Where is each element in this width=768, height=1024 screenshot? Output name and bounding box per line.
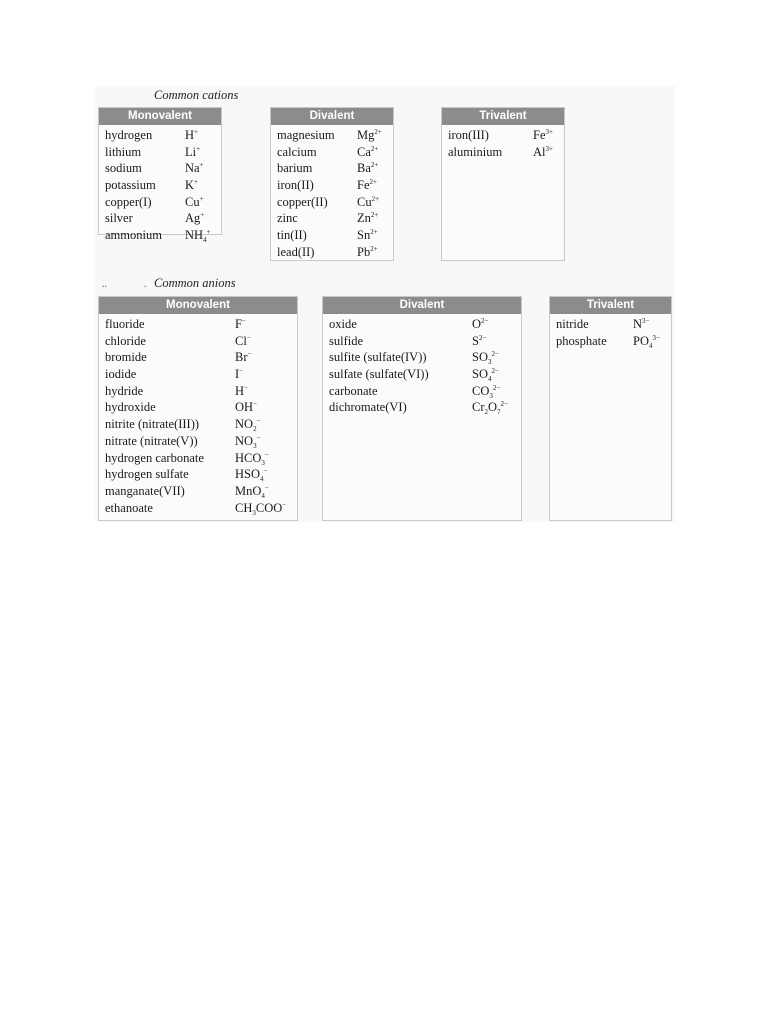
- ion-row: [99, 383, 297, 400]
- cations-divalent-heading: Divalent: [271, 108, 393, 125]
- formula-symbol: Al: [533, 144, 546, 159]
- formula-symbol: I: [235, 367, 240, 382]
- formula-charge: 2−: [492, 383, 501, 392]
- formula-charge: 2−: [500, 400, 508, 409]
- ion-row: [99, 483, 297, 500]
- ion-formula: [472, 333, 486, 350]
- ion-row: [99, 333, 297, 350]
- cations-trivalent-rows: [442, 125, 564, 160]
- formula-charge: +: [194, 128, 198, 136]
- ion-row: [271, 144, 393, 161]
- ion-row: [99, 466, 297, 483]
- formula-symbol: Zn: [357, 211, 371, 226]
- ion-name: hydrogen sulfate: [105, 467, 189, 482]
- formula-symbol: Na: [185, 161, 200, 176]
- ion-row: [323, 316, 521, 333]
- formula-symbol: NH: [185, 228, 204, 243]
- formula-charge: 2+: [370, 244, 378, 253]
- formula-subscript: 3: [253, 441, 257, 450]
- formula-charge: 2+: [371, 194, 380, 203]
- anions-monovalent-box: [98, 296, 298, 521]
- formula-charge: 2−: [481, 317, 489, 325]
- formula-symbol: S: [472, 333, 479, 348]
- ion-row: [99, 144, 221, 161]
- formula-symbol: OH: [235, 400, 254, 415]
- ion-name: zinc: [277, 211, 298, 226]
- formula-symbol: SO: [472, 350, 488, 365]
- ion-row: [271, 160, 393, 177]
- ion-formula: [235, 333, 251, 350]
- formula-symbol: Cl: [235, 333, 247, 348]
- ion-formula: [235, 433, 261, 450]
- ion-name: chloride: [105, 333, 146, 348]
- formula-symbol: CO: [472, 383, 490, 398]
- formula-symbol: K: [185, 178, 195, 193]
- ion-formula: [357, 194, 379, 211]
- ion-row: [271, 127, 393, 144]
- ion-formula: [185, 127, 198, 144]
- formula-charge: −: [282, 500, 287, 509]
- formula-symbol: MnO: [235, 483, 262, 498]
- cations-title: Common cations: [154, 88, 239, 102]
- ion-row: [550, 316, 671, 333]
- ion-formula: [472, 316, 488, 333]
- formula-symbol: HCO: [235, 450, 262, 465]
- ion-row: [99, 177, 221, 194]
- ion-row: [271, 227, 393, 244]
- ion-formula: [533, 127, 553, 144]
- ion-name: lithium: [105, 144, 142, 159]
- formula-symbol: N: [633, 317, 643, 331]
- anions-divalent-rows: [323, 314, 521, 416]
- formula-charge: −: [247, 350, 252, 359]
- formula-charge: −: [239, 367, 244, 376]
- formula-subscript: 3: [261, 458, 265, 467]
- formula-charge: −: [253, 400, 258, 409]
- ion-formula: [235, 366, 243, 383]
- ion-row: [99, 194, 221, 211]
- ion-row: [99, 450, 297, 467]
- formula-charge: −: [256, 417, 261, 426]
- ion-name: hydrogen: [105, 128, 153, 142]
- ion-row: [442, 144, 564, 161]
- formula-charge: 2−: [491, 367, 499, 376]
- anions-trivalent-heading: Trivalent: [550, 297, 671, 314]
- formula-subscript: 3: [252, 508, 256, 517]
- formula-symbol: CH: [235, 500, 253, 515]
- ion-row: [99, 160, 221, 177]
- ion-name: copper(I): [105, 194, 152, 209]
- formula-symbol: Sn: [357, 228, 371, 243]
- anions-divalent-box: [322, 296, 522, 521]
- ion-name: manganate(VII): [105, 483, 185, 498]
- ion-name: hydrogen carbonate: [105, 450, 204, 465]
- ion-name: calcium: [277, 144, 317, 159]
- ion-name: iron(III): [448, 128, 489, 142]
- ion-formula: [235, 466, 267, 483]
- ion-formula: [235, 500, 286, 517]
- formula-charge: −: [241, 317, 246, 325]
- formula-symbol: Li: [185, 144, 197, 159]
- ion-name: fluoride: [105, 317, 145, 331]
- ion-formula: [235, 416, 261, 433]
- ion-name: tin(II): [277, 228, 307, 243]
- formula-charge: 2−: [491, 350, 499, 359]
- ion-formula: [185, 227, 211, 244]
- ion-name: ammonium: [105, 228, 162, 243]
- ion-name: nitride: [556, 317, 589, 331]
- anions-monovalent-heading: Monovalent: [99, 297, 297, 314]
- ion-row: [99, 366, 297, 383]
- ion-name: oxide: [329, 317, 357, 331]
- formula-charge: −: [256, 433, 261, 442]
- ion-name: sulfate (sulfate(VI)): [329, 367, 429, 382]
- ion-row: [323, 333, 521, 350]
- ion-name: iodide: [105, 367, 137, 382]
- formula-symbol: SO: [472, 367, 488, 382]
- ion-row: [99, 227, 221, 244]
- formula-charge: +: [206, 228, 211, 237]
- formula-symbol: NO: [235, 433, 254, 448]
- ion-formula: [633, 316, 649, 333]
- formula-charge: 2+: [370, 161, 379, 170]
- ion-row: [323, 366, 521, 383]
- formula-symbol: Mg: [357, 128, 375, 142]
- ion-row: [271, 210, 393, 227]
- formula-charge: 2−: [478, 333, 487, 342]
- formula-subscript: 4: [487, 375, 492, 384]
- ion-formula: [357, 210, 378, 227]
- formula-symbol-continued: O: [488, 400, 498, 415]
- ion-name: nitrate (nitrate(V)): [105, 433, 198, 448]
- ion-formula: [357, 127, 382, 144]
- ion-row: [99, 433, 297, 450]
- ion-formula: [185, 160, 204, 177]
- ion-name: dichromate(VI): [329, 400, 407, 415]
- formula-charge: 2+: [369, 178, 377, 187]
- ion-name: iron(II): [277, 178, 314, 193]
- ion-row: [271, 244, 393, 261]
- ion-name: sodium: [105, 161, 142, 176]
- ion-name: ethanoate: [105, 500, 153, 515]
- ion-formula: [235, 483, 269, 500]
- ion-name: sulfide: [329, 333, 364, 348]
- ion-formula: [185, 144, 200, 161]
- ion-name: phosphate: [556, 333, 607, 348]
- anions-trivalent-box: [549, 296, 672, 521]
- anions-trivalent-rows: [550, 314, 671, 349]
- ion-row: [271, 177, 393, 194]
- formula-charge: −: [264, 450, 269, 459]
- cations-divalent-rows: [271, 125, 393, 261]
- ion-row: [99, 127, 221, 144]
- formula-symbol: Fe: [533, 128, 546, 142]
- formula-symbol: Cu: [185, 194, 200, 209]
- formula-charge: −: [244, 383, 248, 392]
- ion-name: aluminium: [448, 144, 503, 159]
- anions-title: Common anions: [154, 276, 236, 290]
- ion-formula: [185, 194, 204, 211]
- formula-charge: +: [200, 211, 205, 220]
- formula-symbol: Ba: [357, 161, 371, 176]
- cations-monovalent-rows: [99, 125, 221, 244]
- ion-name: sulfite (sulfate(IV)): [329, 350, 427, 365]
- formula-charge: −: [263, 467, 268, 476]
- ion-formula: [357, 177, 377, 194]
- formula-symbol: Fe: [357, 178, 370, 193]
- formula-symbol: H: [185, 128, 195, 142]
- formula-symbol: F: [235, 317, 242, 331]
- formula-symbol: H: [235, 383, 245, 398]
- formula-subscript: 3: [489, 391, 493, 400]
- formula-symbol: Ag: [185, 211, 201, 226]
- ion-name: magnesium: [277, 128, 335, 142]
- ion-formula: [357, 144, 378, 161]
- formula-symbol: Cr: [472, 400, 485, 415]
- cations-trivalent-box: [441, 107, 565, 261]
- formula-charge: 3+: [545, 144, 553, 153]
- ion-row: [550, 333, 671, 350]
- ion-formula: [472, 349, 499, 366]
- ion-formula: [633, 333, 660, 350]
- anions-monovalent-rows: [99, 314, 297, 516]
- ion-formula: [472, 366, 499, 383]
- ion-row: [271, 194, 393, 211]
- formula-symbol-continued: COO: [255, 500, 283, 515]
- formula-subscript: 2: [253, 425, 257, 434]
- formula-charge: 3−: [642, 317, 650, 325]
- formula-subscript: 4: [648, 341, 653, 350]
- formula-subscript: 4: [260, 475, 264, 484]
- ion-row: [323, 349, 521, 366]
- ion-name: silver: [105, 211, 133, 226]
- ion-name: hydride: [105, 383, 144, 398]
- formula-symbol: PO: [633, 333, 649, 348]
- formula-charge: +: [199, 194, 204, 203]
- formula-symbol: Pb: [357, 244, 371, 259]
- formula-charge: 2+: [374, 128, 382, 136]
- formula-symbol: O: [472, 317, 482, 331]
- ion-name: copper(II): [277, 194, 328, 209]
- anions-divalent-heading: Divalent: [323, 297, 521, 314]
- ion-formula: [235, 349, 251, 366]
- formula-charge: −: [246, 333, 251, 342]
- ion-name: bromide: [105, 350, 147, 365]
- ion-row: [323, 399, 521, 416]
- formula-symbol: Br: [235, 350, 248, 365]
- ion-formula: [357, 244, 378, 261]
- ion-name: nitrite (nitrate(III)): [105, 417, 200, 432]
- formula-subscript: 3: [487, 358, 492, 367]
- ion-row: [99, 349, 297, 366]
- cations-divalent-box: [270, 107, 394, 261]
- decorative-dot: .: [144, 279, 147, 290]
- ion-formula: [185, 177, 198, 194]
- formula-symbol: NO: [235, 417, 254, 432]
- formula-charge: 2+: [370, 211, 379, 220]
- formula-subscript: 4: [261, 491, 265, 500]
- formula-subscript: 4: [203, 236, 207, 245]
- ion-name: hydroxide: [105, 400, 156, 415]
- ion-row: [323, 383, 521, 400]
- ion-name: potassium: [105, 178, 156, 193]
- ion-formula: [235, 383, 248, 400]
- ion-formula: [472, 383, 500, 400]
- ion-row: [99, 399, 297, 416]
- decorative-dots: ..: [102, 279, 107, 290]
- ion-row: [99, 316, 297, 333]
- cations-monovalent-box: [98, 107, 222, 245]
- formula-subscript: 7: [497, 408, 501, 417]
- cations-trivalent-heading: Trivalent: [442, 108, 564, 125]
- ion-formula: [185, 210, 204, 227]
- formula-charge: 3+: [545, 128, 553, 136]
- formula-charge: 2+: [370, 144, 379, 153]
- ion-formula: [357, 227, 378, 244]
- formula-charge: 3−: [652, 333, 660, 342]
- formula-charge: 2+: [370, 228, 378, 237]
- formula-charge: +: [196, 144, 201, 153]
- ion-formula: [357, 160, 378, 177]
- cations-monovalent-heading: Monovalent: [99, 108, 221, 125]
- formula-charge: −: [264, 483, 269, 492]
- formula-charge: +: [194, 178, 198, 187]
- ion-formula: [235, 450, 269, 467]
- formula-charge: +: [199, 161, 204, 170]
- formula-subscript: 2: [484, 408, 488, 417]
- ion-name: barium: [277, 161, 313, 176]
- ion-row: [99, 416, 297, 433]
- ion-row: [99, 210, 221, 227]
- formula-symbol: HSO: [235, 467, 261, 482]
- formula-symbol: Cu: [357, 194, 372, 209]
- ion-formula: [472, 399, 508, 416]
- ion-name: lead(II): [277, 244, 315, 259]
- formula-symbol: Ca: [357, 144, 371, 159]
- ion-row: [442, 127, 564, 144]
- ion-formula: [235, 316, 246, 333]
- ion-name: carbonate: [329, 383, 378, 398]
- ion-row: [99, 500, 297, 517]
- ion-formula: [235, 399, 257, 416]
- ion-formula: [533, 144, 553, 161]
